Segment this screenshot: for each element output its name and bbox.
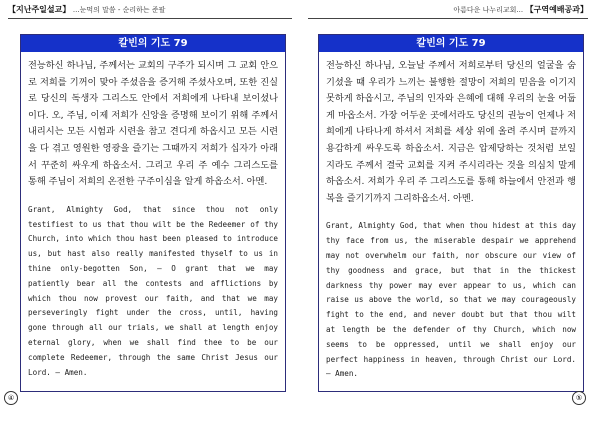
right-header-rule: [308, 18, 588, 19]
right-header-subtitle: 아름다운 나누리교회...: [453, 6, 524, 14]
right-prayer-title: 칼빈의 기도 79: [319, 35, 583, 52]
left-page-number: ④: [4, 391, 18, 405]
right-page-number: ⑤: [572, 391, 586, 405]
right-prayer-box: [318, 34, 584, 392]
left-prayer-box: [20, 34, 286, 392]
right-english-text: Grant, Almighty God, that when thou hidest at this day thy face from us, the miserable despair we apprehend may not overwhelm our faith, nor obscure our view of thy goodness and grace, but that in the thickest darkness thy power may ever appear to us, which can raise us above the world, so that we may courageously fight to the end, and never doubt but that thou wilt at length be the defender of thy Church, which now seems to be oppressed, until we shall enjoy our perfect happiness in heaven, through Christ our Lord. — Amen.: [326, 221, 576, 379]
left-header-section: 【지난주일설교】: [8, 5, 71, 14]
left-header-rule: [8, 18, 292, 19]
right-header-section: 【구역예배공과】: [525, 5, 588, 14]
left-header: [8, 3, 165, 17]
left-prayer-title: 칼빈의 기도 79: [21, 35, 285, 52]
right-header: [453, 3, 588, 17]
left-english-text: Grant, Almighty God, that since thou not only testifiest to us that thou wilt be the Redeemer of thy Church, into which thou hast been pleased to introduce us, but hast also really manifested thyself to us in thine only-begotten Son, — O grant that we may patiently bear all the contests and afflictions by which thou now provest our faith, and that we may perseveringly fight under the cross, until, having gone through all our trials, we shall at length enjoy eternal glory, when we shall find thee to be our complete Redeemer, through the same Christ Jesus our Lord. — Amen.: [28, 204, 278, 377]
right-page: [300, 0, 600, 424]
right-korean-text: 전능하신 하나님, 오늘날 주께서 저희로부터 당신의 얼굴을 숨기셨을 때 우리가 느끼는 불행한 절망이 저희의 믿음을 이기지 못하게 하옵시고, 주님의 인자와 은혜에 대해 우리의 눈을 어둡게 마옵소서. 가장 어두운 곳에서라도 당신의 권능이 언제나 저희에게 나타나게 하셔서 저희를 세상 위에 올려 주시며 끝까지 용감하게 싸우도록 하옵소서. 지금은 압제당하는 것처럼 보일지라도 주께서 결국 교회를 지켜 주시리라는 것을 의심치 말게 하옵소서. 저희가 우리 주 그리스도를 통해 하늘에서 안전과 행복을 즐기기까지 그리하옵소서. 아멘.: [326, 60, 576, 204]
left-korean-text: 전능하신 하나님, 주께서는 교회의 구주가 되시며 그 교회 안으로 저희를 기꺼이 맞아 주셨음을 증거해 주셨사오며, 또한 진실로 당신의 독생자 그리스도 안에서 저희에게 나타내 보이셨나이다. 오, 주님, 이제 저희가 신앙을 증명해 보이기 위해 주께서 내리시는 모든 시험과 시련을 참고 견디게 하옵시고 모든 시련을 다 겪고 영원한 영광을 즐기는 그때까지 저희가 십자가 아래서 꾸준히 싸우게 하옵소서. 그리고 우리 주 예수 그리스도를 통해 주님이 저희의 온전한 구주이심을 알게 하옵소서. 아멘.: [28, 60, 278, 188]
left-header-subtitle: ...눈먹의 말씀 - 순리하는 준팔: [72, 6, 166, 14]
